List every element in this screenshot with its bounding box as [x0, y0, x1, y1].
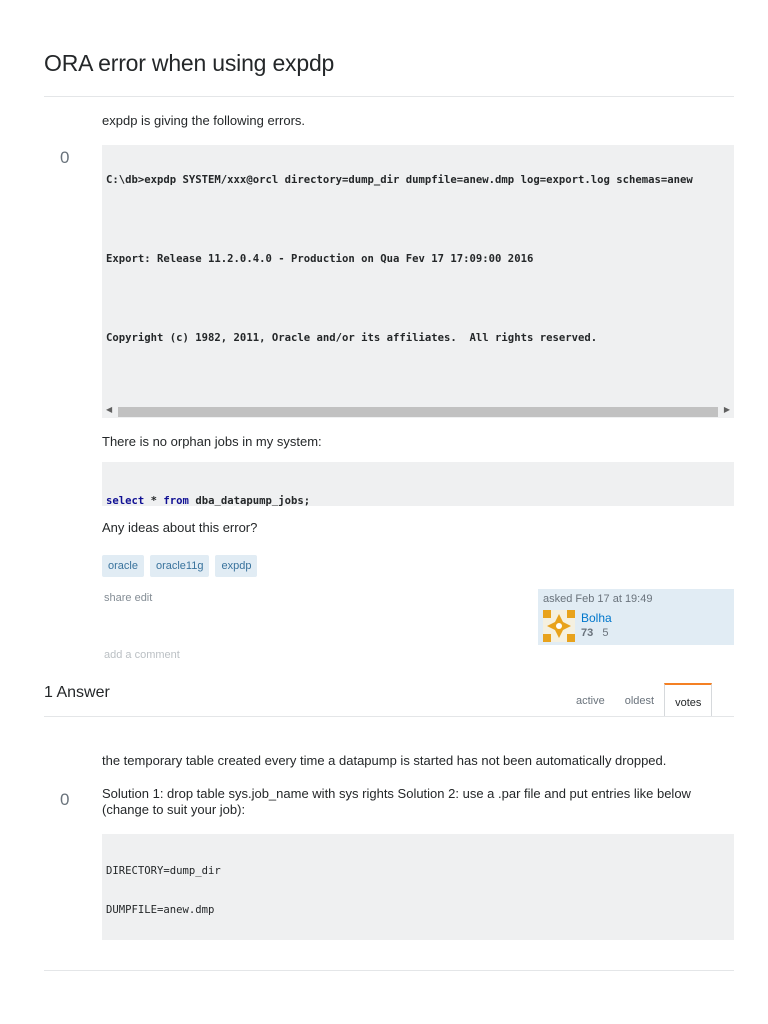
tab-votes[interactable]: votes	[664, 683, 712, 717]
code-line: DUMPFILE=anew.dmp	[106, 904, 215, 916]
tab-active[interactable]: active	[576, 695, 605, 707]
scrollbar-thumb[interactable]	[118, 407, 718, 417]
sql-code-block	[102, 462, 734, 506]
par-code-block	[102, 834, 734, 940]
code-line	[106, 212, 734, 227]
code-line	[106, 370, 734, 385]
user-reputation	[581, 627, 609, 639]
avatar[interactable]	[543, 610, 575, 642]
bottom-divider	[44, 970, 734, 971]
code-line: C:\db>expdp SYSTEM/xxx@orcl directory=dump_dir dumpfile=anew.dmp log=export.log schemas=anew	[106, 174, 693, 186]
user-card	[538, 589, 734, 645]
sql-text: *	[144, 495, 164, 506]
asked-timestamp: asked Feb 17 at 19:49	[543, 593, 653, 605]
code-line	[106, 494, 734, 506]
tag-oracle[interactable]: oracle	[102, 555, 144, 577]
scroll-left-icon[interactable]: ◀	[106, 405, 113, 414]
tag-oracle11g[interactable]: oracle11g	[150, 555, 210, 577]
sql-keyword: select	[106, 495, 145, 506]
sql-text: dba_datapump_jobs;	[188, 495, 311, 506]
question-vote-count: 0	[60, 148, 70, 167]
question-title[interactable]: ORA error when using expdp	[44, 50, 335, 76]
answer-text-1: the temporary table created every time a datapump is started has not been automatically dropped.	[102, 753, 667, 768]
code-line: Copyright (c) 1982, 2011, Oracle and/or its affiliates. All rights reserved.	[106, 331, 598, 344]
code-line	[106, 291, 734, 306]
code-line: Export: Release 11.2.0.4.0 - Production on Qua Fev 17 17:09:00 2016	[106, 252, 534, 265]
answer-text-2: Solution 1: drop table sys.job_name with sys rights Solution 2: use a .par file and put entries like below (change to suit your job):	[102, 786, 691, 817]
code-line: DIRECTORY=dump_dir	[106, 865, 221, 877]
scroll-right-icon[interactable]: ▶	[723, 405, 730, 414]
sql-keyword: from	[163, 495, 189, 506]
answer-sort-tabs	[566, 683, 712, 717]
question-intro: expdp is giving the following errors.	[102, 113, 306, 128]
tag-list	[102, 555, 257, 577]
error-code-block	[102, 145, 734, 404]
answers-header: 1 Answer	[44, 684, 110, 701]
badge-count: 5	[602, 627, 609, 639]
answers-divider	[44, 716, 734, 717]
user-name[interactable]: Bolha	[581, 611, 612, 625]
orphan-jobs-text: There is no orphan jobs in my system:	[102, 434, 322, 449]
share-edit-links[interactable]: share edit	[104, 592, 153, 604]
horizontal-scrollbar[interactable]	[102, 404, 734, 418]
tab-oldest[interactable]: oldest	[624, 695, 655, 707]
answer-vote-count: 0	[60, 790, 70, 809]
title-divider	[44, 96, 734, 97]
ideas-text: Any ideas about this error?	[102, 520, 258, 535]
add-comment-link[interactable]: add a comment	[104, 649, 180, 661]
tag-expdp[interactable]: expdp	[215, 555, 257, 577]
reputation-score: 73	[581, 627, 594, 639]
